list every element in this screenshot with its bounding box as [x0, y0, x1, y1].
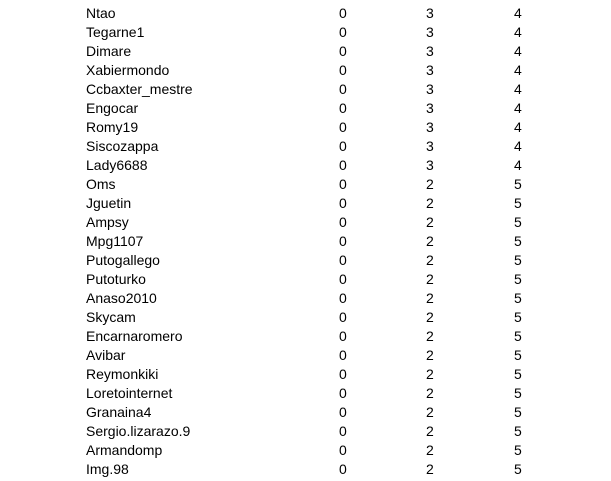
- value-cell-2: 3: [426, 5, 434, 21]
- value-cell-2: 2: [426, 442, 434, 458]
- table-row: [0, 99, 611, 118]
- value-cell-2: 2: [426, 176, 434, 192]
- table-row: [0, 251, 611, 270]
- table-row: [0, 23, 611, 42]
- username-cell: Armandomp: [86, 442, 163, 458]
- value-cell-1: 0: [339, 100, 347, 116]
- value-cell-3: 5: [514, 290, 522, 306]
- table-row: [0, 460, 611, 479]
- value-cell-3: 5: [514, 385, 522, 401]
- username-cell: Anaso2010: [86, 290, 157, 306]
- username-cell: Xabiermondo: [86, 62, 170, 78]
- table-row: [0, 42, 611, 61]
- table-row: [0, 175, 611, 194]
- value-cell-1: 0: [339, 5, 347, 21]
- value-cell-3: 5: [514, 404, 522, 420]
- value-cell-3: 4: [514, 24, 522, 40]
- user-stats-table: [0, 4, 611, 479]
- value-cell-2: 3: [426, 81, 434, 97]
- value-cell-2: 2: [426, 328, 434, 344]
- value-cell-2: 3: [426, 119, 434, 135]
- value-cell-3: 5: [514, 195, 522, 211]
- value-cell-3: 4: [514, 43, 522, 59]
- username-cell: Dimare: [86, 43, 132, 59]
- value-cell-2: 3: [426, 100, 434, 116]
- value-cell-3: 4: [514, 100, 522, 116]
- value-cell-2: 2: [426, 233, 434, 249]
- value-cell-3: 4: [514, 62, 522, 78]
- value-cell-3: 4: [514, 81, 522, 97]
- username-cell: Lady6688: [86, 157, 148, 173]
- value-cell-3: 5: [514, 252, 522, 268]
- value-cell-3: 5: [514, 442, 522, 458]
- username-cell: Engocar: [86, 100, 139, 116]
- table-row: [0, 61, 611, 80]
- value-cell-3: 5: [514, 423, 522, 439]
- username-cell: Reymonkiki: [86, 366, 159, 382]
- table-row: [0, 384, 611, 403]
- value-cell-2: 2: [426, 290, 434, 306]
- value-cell-3: 5: [514, 309, 522, 325]
- username-cell: Avibar: [86, 347, 126, 363]
- table-row: [0, 422, 611, 441]
- value-cell-1: 0: [339, 385, 347, 401]
- value-cell-1: 0: [339, 423, 347, 439]
- table-row: [0, 365, 611, 384]
- value-cell-1: 0: [339, 252, 347, 268]
- username-cell: Ccbaxter_mestre: [86, 81, 193, 97]
- value-cell-1: 0: [339, 309, 347, 325]
- username-cell: Loretointernet: [86, 385, 173, 401]
- value-cell-3: 5: [514, 176, 522, 192]
- value-cell-1: 0: [339, 461, 347, 477]
- value-cell-1: 0: [339, 24, 347, 40]
- value-cell-3: 5: [514, 233, 522, 249]
- value-cell-3: 4: [514, 157, 522, 173]
- username-cell: Oms: [86, 176, 116, 192]
- value-cell-2: 2: [426, 195, 434, 211]
- table-row: [0, 194, 611, 213]
- value-cell-1: 0: [339, 157, 347, 173]
- value-cell-2: 2: [426, 214, 434, 230]
- value-cell-2: 2: [426, 252, 434, 268]
- table-row: [0, 327, 611, 346]
- value-cell-2: 3: [426, 43, 434, 59]
- value-cell-2: 2: [426, 366, 434, 382]
- username-cell: Tegarne1: [86, 24, 145, 40]
- value-cell-1: 0: [339, 233, 347, 249]
- username-cell: Mpg1107: [86, 233, 144, 249]
- username-cell: Ntao: [86, 5, 116, 21]
- value-cell-1: 0: [339, 271, 347, 287]
- value-cell-2: 2: [426, 347, 434, 363]
- table-row: [0, 156, 611, 175]
- value-cell-3: 5: [514, 347, 522, 363]
- value-cell-1: 0: [339, 81, 347, 97]
- value-cell-2: 2: [426, 385, 434, 401]
- value-cell-2: 3: [426, 138, 434, 154]
- table-row: [0, 270, 611, 289]
- table-row: [0, 289, 611, 308]
- username-cell: Img.98: [86, 461, 129, 477]
- username-cell: Sergio.lizarazo.9: [86, 423, 191, 439]
- value-cell-2: 2: [426, 461, 434, 477]
- value-cell-3: 5: [514, 366, 522, 382]
- username-cell: Jguetin: [86, 195, 132, 211]
- value-cell-3: 5: [514, 328, 522, 344]
- table-row: [0, 4, 611, 23]
- table-row: [0, 137, 611, 156]
- value-cell-1: 0: [339, 328, 347, 344]
- value-cell-2: 3: [426, 24, 434, 40]
- value-cell-1: 0: [339, 290, 347, 306]
- table-row: [0, 118, 611, 137]
- value-cell-3: 5: [514, 461, 522, 477]
- username-cell: Ampsy: [86, 214, 129, 230]
- value-cell-1: 0: [339, 43, 347, 59]
- value-cell-2: 3: [426, 62, 434, 78]
- value-cell-1: 0: [339, 347, 347, 363]
- value-cell-3: 4: [514, 119, 522, 135]
- username-cell: Putoturko: [86, 271, 146, 287]
- value-cell-1: 0: [339, 214, 347, 230]
- value-cell-3: 4: [514, 138, 522, 154]
- username-cell: Encarnaromero: [86, 328, 183, 344]
- value-cell-3: 4: [514, 5, 522, 21]
- value-cell-1: 0: [339, 366, 347, 382]
- value-cell-2: 2: [426, 309, 434, 325]
- value-cell-2: 2: [426, 423, 434, 439]
- table-row: [0, 232, 611, 251]
- value-cell-1: 0: [339, 62, 347, 78]
- value-cell-1: 0: [339, 176, 347, 192]
- value-cell-1: 0: [339, 442, 347, 458]
- username-cell: Siscozappa: [86, 138, 159, 154]
- value-cell-2: 3: [426, 157, 434, 173]
- table-row: [0, 403, 611, 422]
- value-cell-1: 0: [339, 404, 347, 420]
- value-cell-1: 0: [339, 119, 347, 135]
- value-cell-1: 0: [339, 138, 347, 154]
- value-cell-2: 2: [426, 404, 434, 420]
- username-cell: Putogallego: [86, 252, 160, 268]
- table-row: [0, 346, 611, 365]
- value-cell-2: 2: [426, 271, 434, 287]
- table-row: [0, 213, 611, 232]
- value-cell-3: 5: [514, 214, 522, 230]
- value-cell-3: 5: [514, 271, 522, 287]
- username-cell: Skycam: [86, 309, 136, 325]
- value-cell-1: 0: [339, 195, 347, 211]
- table-row: [0, 441, 611, 460]
- username-cell: Granaina4: [86, 404, 152, 420]
- table-row: [0, 308, 611, 327]
- username-cell: Romy19: [86, 119, 139, 135]
- table-row: [0, 80, 611, 99]
